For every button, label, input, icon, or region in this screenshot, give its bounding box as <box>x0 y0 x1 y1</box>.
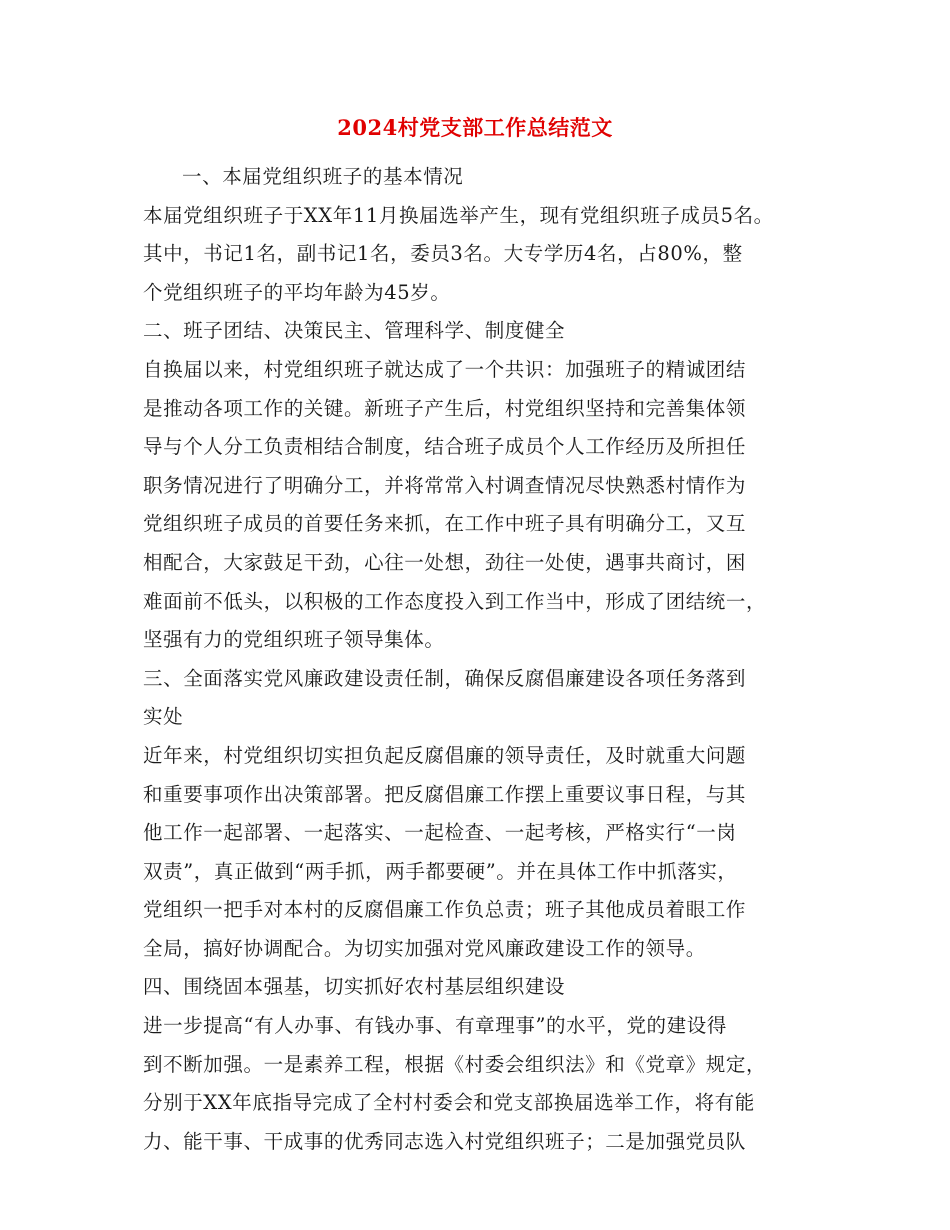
paragraph-line: 自换届以来，村党组织班子就达成了一个共识：加强班子的精诚团结 <box>143 357 747 381</box>
paragraph-line: 相配合，大家鼓足干劲，心往一处想，劲往一处使，遇事共商讨，困 <box>143 550 747 574</box>
paragraph-line: 力、能干事、干成事的优秀同志选入村党组织班子；二是加强党员队 <box>143 1129 747 1153</box>
paragraph-line: 双责”，真正做到“两手抓，两手都要硬”。并在具体工作中抓落实， <box>143 859 738 883</box>
paragraph-line: 职务情况进行了明确分工，并将常常入村调查情况尽快熟悉村情作为 <box>143 473 747 497</box>
section-heading-3-cont: 实处 <box>143 705 184 729</box>
paragraph-line: 导与个人分工负责相结合制度，结合班子成员个人工作经历及所担任 <box>143 435 747 459</box>
paragraph-line: 坚强有力的党组织班子领导集体。 <box>143 628 445 652</box>
paragraph-line: 全局，搞好协调配合。为切实加强对党风廉政建设工作的领导。 <box>143 936 706 960</box>
paragraph-line: 其中，书记1名，副书记1名，委员3名。大专学历4名，占80%，整 <box>143 242 743 266</box>
document-title: 2024村党支部工作总结范文 <box>337 115 613 140</box>
paragraph-line: 本届党组织班子于XX年11月换届选举产生，现有党组织班子成员5名。 <box>143 203 774 227</box>
section-heading-3: 三、全面落实党风廉政建设责任制，确保反腐倡廉建设各项任务落到 <box>143 666 747 690</box>
section-heading-2: 二、班子团结、决策民主、管理科学、制度健全 <box>143 319 566 343</box>
paragraph-line: 分别于XX年底指导完成了全村村委会和党支部换届选举工作，将有能 <box>143 1091 755 1115</box>
section-heading-4: 四、围绕固本强基，切实抓好农村基层组织建设 <box>143 975 566 999</box>
paragraph-line: 难面前不低头，以积极的工作态度投入到工作当中，形成了团结统一， <box>143 589 767 613</box>
paragraph-line: 他工作一起部署、一起落实、一起检查、一起考核，严格实行“一岗 <box>143 821 737 845</box>
document-body <box>143 158 823 1161</box>
paragraph-line: 到不断加强。一是素养工程，根据《村委会组织法》和《党章》规定， <box>143 1052 767 1076</box>
paragraph-line: 进一步提高“有人办事、有钱办事、有章理事”的水平，党的建设得 <box>143 1014 727 1038</box>
paragraph-line: 党组织班子成员的首要任务来抓，在工作中班子具有明确分工，又互 <box>143 512 747 536</box>
section-heading-1: 一、本届党组织班子的基本情况 <box>182 165 464 188</box>
paragraph-line: 和重要事项作出决策部署。把反腐倡廉工作摆上重要议事日程，与其 <box>143 782 747 806</box>
paragraph-line: 近年来，村党组织切实担负起反腐倡廉的领导责任，及时就重大问题 <box>143 743 747 767</box>
paragraph-line: 个党组织班子的平均年龄为45岁。 <box>143 280 451 304</box>
paragraph-line: 是推动各项工作的关键。新班子产生后，村党组织坚持和完善集体领 <box>143 396 747 420</box>
paragraph-line: 党组织一把手对本村的反腐倡廉工作负总责；班子其他成员着眼工作 <box>143 898 747 922</box>
